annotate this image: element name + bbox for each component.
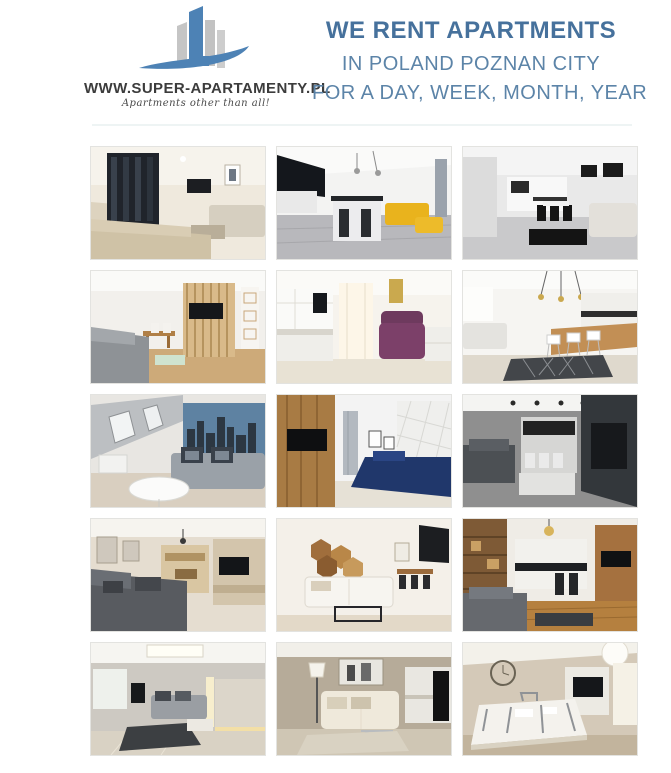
apartment-photo-13 <box>91 643 265 755</box>
brand-logo-icon <box>121 4 271 78</box>
brand-tagline: Apartments other than all! <box>121 98 271 109</box>
apartment-photo-5 <box>277 271 451 383</box>
apartment-photo-3 <box>463 147 637 259</box>
apartment-photo-8 <box>277 395 451 507</box>
header-divider <box>92 124 632 126</box>
brand-domain: WWW.SUPER-APARTAMENTY.PL <box>84 80 331 97</box>
headline-line-1: WE RENT APARTMENTS <box>325 17 617 44</box>
apartment-photo-11 <box>277 519 451 631</box>
brand-block <box>84 4 331 109</box>
apartment-photo-10 <box>91 519 265 631</box>
apartment-photo-4 <box>91 271 265 383</box>
apartment-gallery <box>91 147 637 755</box>
apartment-photo-1 <box>91 147 265 259</box>
apartment-photo-15 <box>463 643 637 755</box>
apartment-photo-12 <box>463 519 637 631</box>
headline-line-3: FOR A DAY, WEEK, MONTH, YEAR <box>312 82 648 104</box>
apartment-photo-7 <box>91 395 265 507</box>
apartment-photo-2 <box>277 147 451 259</box>
apartment-photo-6 <box>463 271 637 383</box>
apartment-photo-9 <box>463 395 637 507</box>
headline-block <box>312 16 648 106</box>
apartment-photo-14 <box>277 643 451 755</box>
headline-line-2: IN POLAND POZNAN CITY <box>341 53 601 75</box>
